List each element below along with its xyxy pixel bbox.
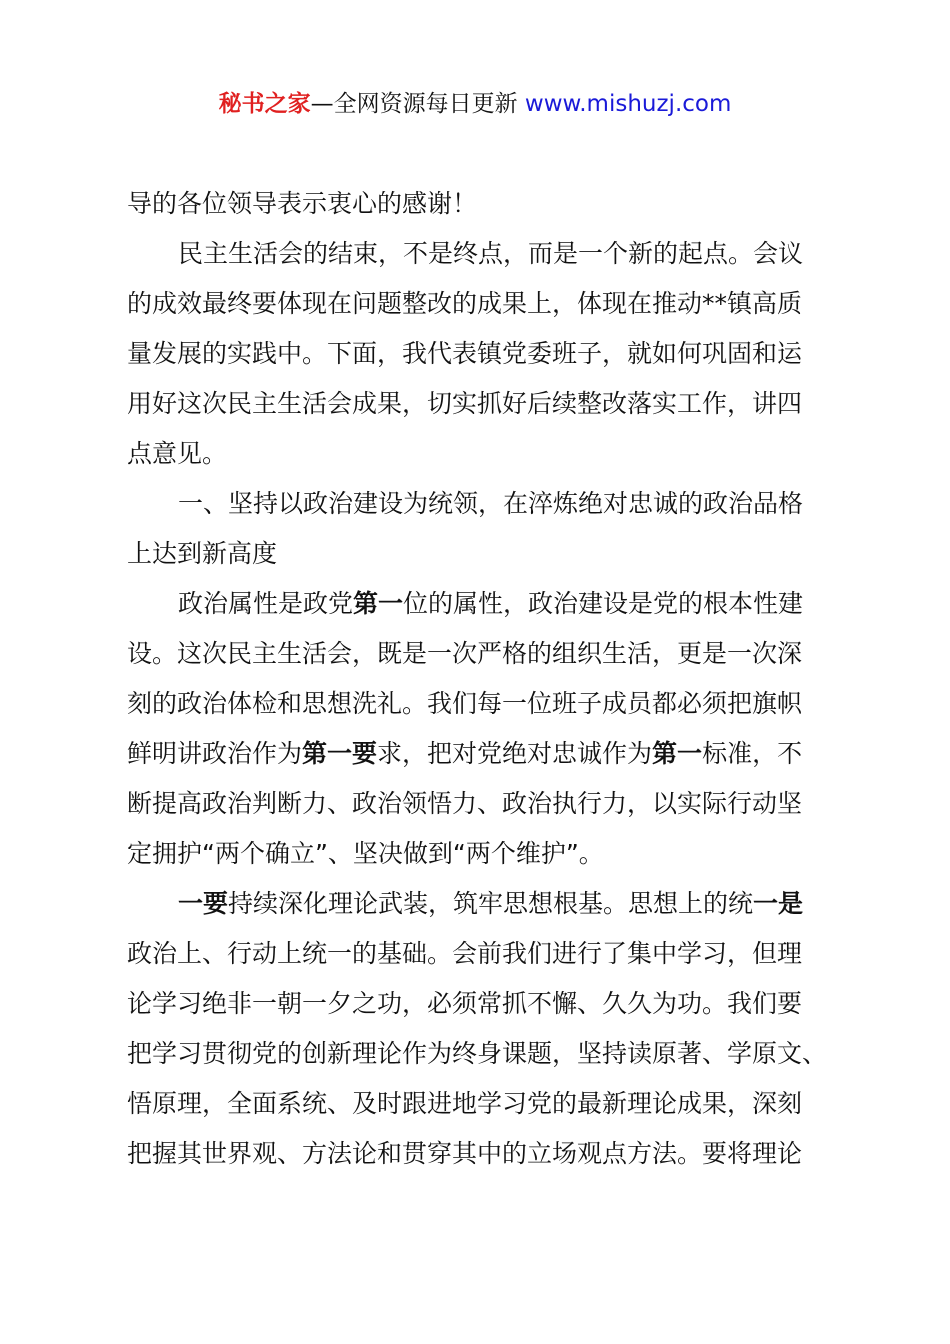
text-line: 的成效最终要体现在问题整改的成果上，体现在推动**镇高质 <box>127 289 803 318</box>
text-line <box>127 732 833 782</box>
page-header <box>0 86 950 122</box>
text-line: 断提高政治判断力、政治领悟力、政治执行力，以实际行动坚 <box>127 789 803 818</box>
text-segment: 标准，不 <box>702 739 803 768</box>
text-line: 点意见。 <box>127 439 228 468</box>
text-line: 把握其世界观、方法论和贯穿其中的立场观点方法。要将理论 <box>127 1139 803 1168</box>
text-line: 定拥护“两个确立”、坚决做到“两个维护”。 <box>127 839 604 868</box>
section-heading-line: 上达到新高度 <box>127 539 278 568</box>
section-heading-line: 一、坚持以政治建设为统领，在淬炼绝对忠诚的政治品格 <box>178 489 804 518</box>
header-brand: 秘书之家 <box>218 91 311 117</box>
text-line: 量发展的实践中。下面，我代表镇党委班子，就如何巩固和运 <box>127 339 803 368</box>
text-line: 悟原理，全面系统、及时跟进地学习党的最新理论成果，深刻 <box>127 1089 803 1118</box>
document-body <box>127 182 833 1182</box>
bold-segment: 第一要 <box>302 739 378 768</box>
text-segment: 鲜明讲政治作为 <box>127 739 303 768</box>
text-line <box>127 582 833 632</box>
bold-segment: 第一 <box>353 589 404 618</box>
header-url-link[interactable]: www.mishuzj.com <box>524 91 732 117</box>
bold-segment: 一要 <box>178 889 229 918</box>
text-line: 论学习绝非一朝一夕之功，必须常抓不懈、久久为功。我们要 <box>127 989 803 1018</box>
text-segment: 持续深化理论武装，筑牢思想根基。思想上的统 <box>228 889 754 918</box>
text-segment: 位的属性，政治建设是党的根本性建 <box>403 589 804 618</box>
text-segment: 政治属性是政党 <box>178 589 354 618</box>
text-line: 导的各位领导表示衷心的感谢！ <box>127 189 478 218</box>
header-tagline: —全网资源每日更新 <box>310 91 518 117</box>
text-line: 设。这次民主生活会，既是一次严格的组织生活，更是一次深 <box>127 639 803 668</box>
text-line <box>127 882 833 932</box>
text-line: 政治上、行动上统一的基础。会前我们进行了集中学习，但理 <box>127 939 803 968</box>
text-line: 刻的政治体检和思想洗礼。我们每一位班子成员都必须把旗帜 <box>127 689 803 718</box>
text-segment: 求，把对党绝对忠诚作为 <box>377 739 653 768</box>
text-line: 用好这次民主生活会成果，切实抓好后续整改落实工作，讲四 <box>127 389 803 418</box>
text-line: 民主生活会的结束，不是终点，而是一个新的起点。会议 <box>178 239 804 268</box>
text-line: 把学习贯彻党的创新理论作为终身课题，坚持读原著、学原文、 <box>127 1039 828 1068</box>
bold-segment: 第一 <box>652 739 703 768</box>
bold-segment: 一是 <box>753 889 804 918</box>
